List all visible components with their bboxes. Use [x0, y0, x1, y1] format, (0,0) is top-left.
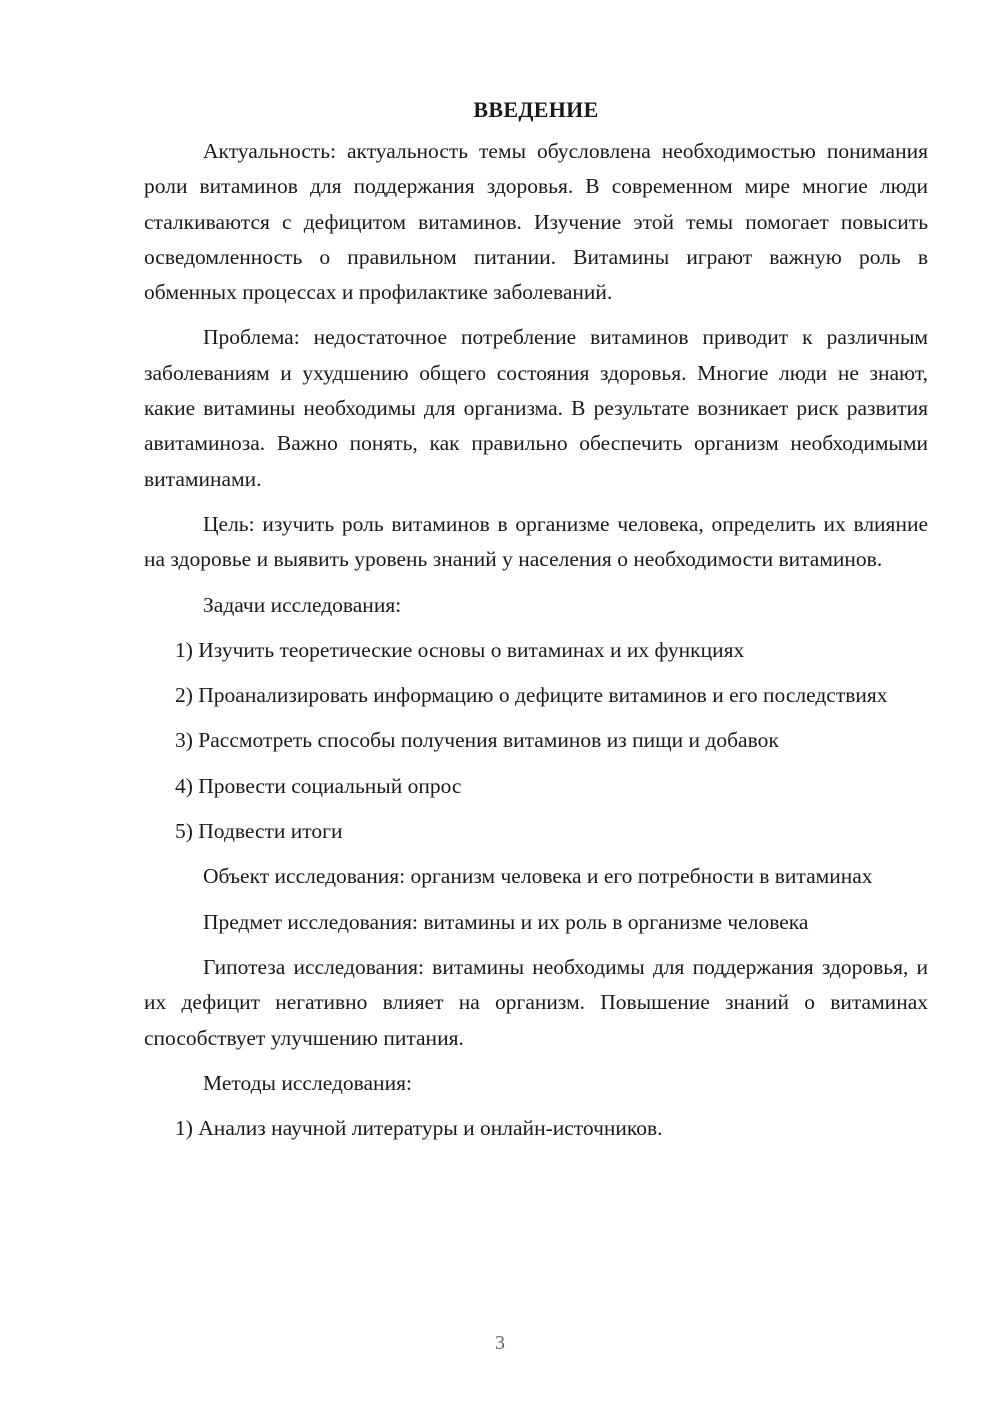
hypothesis-paragraph: Гипотеза исследования: витамины необходимы для поддержания здоровья, и их дефицит негативно влияет на организм. Повышение знаний о витаминах способствует улучшению питания.: [144, 954, 928, 1050]
problem-paragraph: Проблема: недостаточное потребление витаминов приводит к различным заболеваниям и ухудшению общего состояния здоровья. Многие люди не знают, какие витамины необходимы для организма. В результате возникает риск развития авитаминоза. Важно понять, как правильно обеспечить организм необходимыми витаминами.: [144, 325, 928, 491]
object-paragraph: Объект исследования: организм человека и его потребности в витаминах: [203, 864, 873, 889]
task-item: 1) Изучить теоретические основы о витаминах и их функциях: [175, 637, 745, 662]
page-title: ВВЕДЕНИЕ: [473, 97, 599, 122]
method-item: 1) Анализ научной литературы и онлайн-источников.: [175, 1116, 663, 1141]
task-item: 4) Провести социальный опрос: [175, 773, 462, 798]
tasks-heading: Задачи исследования:: [203, 592, 402, 617]
task-item: 2) Проанализировать информацию о дефиците витаминов и его последствиях: [175, 683, 888, 708]
task-item: 5) Подвести итоги: [175, 819, 343, 844]
relevance-paragraph: Актуальность: актуальность темы обусловлена необходимостью понимания роли витаминов для поддержания здоровья. В современном мире многие люди сталкиваются с дефицитом витаминов. Изучение этой темы помогает повысить осведомленность о правильном питании. Витамины играют важную роль в обменных процессах и профилактике заболеваний.: [144, 139, 928, 305]
goal-paragraph: Цель: изучить роль витаминов в организме человека, определить их влияние на здоровье и выявить уровень знаний у населения о необходимости витаминов.: [144, 511, 928, 572]
page-content: [144, 92, 928, 1156]
task-item: 3) Рассмотреть способы получения витаминов из пищи и добавок: [175, 728, 779, 753]
methods-heading: Методы исследования:: [203, 1070, 412, 1095]
subject-paragraph: Предмет исследования: витамины и их роль в организме человека: [203, 909, 809, 934]
page-number: 3: [495, 1332, 505, 1354]
